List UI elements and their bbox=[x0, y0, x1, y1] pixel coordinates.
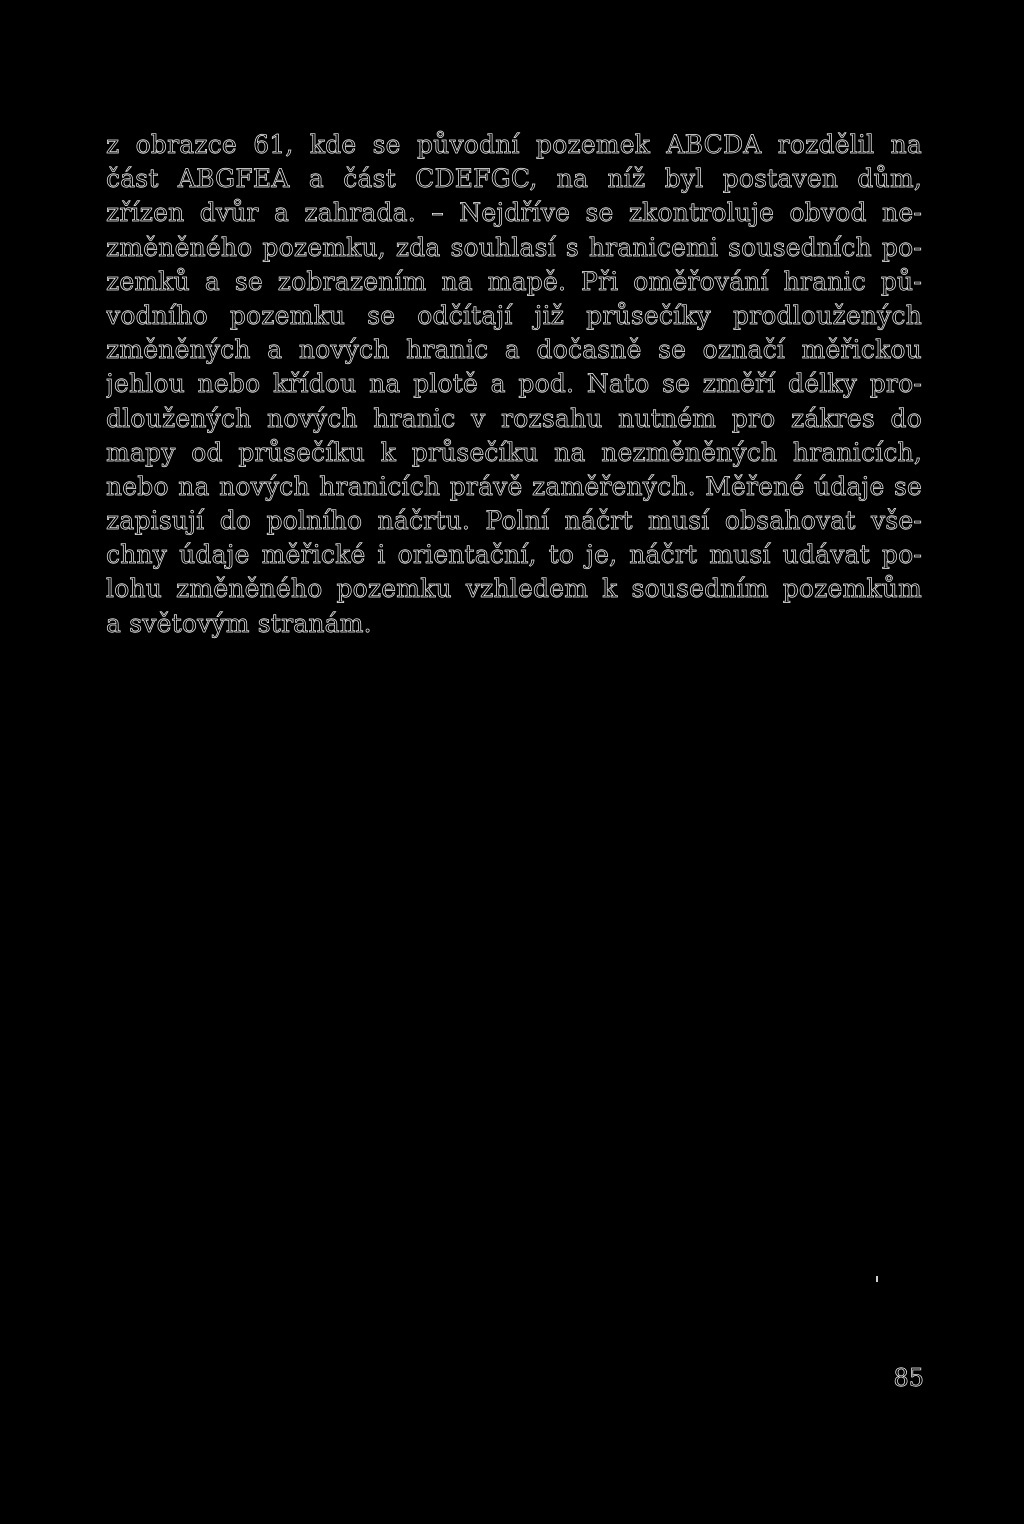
text-line: z obrazce 61, kde se původní pozemek ABCDA rozdělil na bbox=[106, 130, 922, 159]
text-line: lohu změněného pozemku vzhledem k sousedním pozemkům bbox=[106, 574, 922, 604]
text-line: dloužených nových hranic v rozsahu nutném pro zákres do bbox=[106, 403, 922, 433]
text-line: zemků a se zobrazením na mapě. Při oměřování hranic pů- bbox=[106, 266, 922, 296]
scan-speck bbox=[876, 1276, 878, 1282]
page-number: 85 bbox=[893, 1364, 924, 1392]
text-line: zapisují do polního náčrtu. Polní náčrt musí obsahovat vše- bbox=[106, 506, 922, 536]
text-line: část ABGFEA a část CDEFGC, na níž byl postaven dům, bbox=[106, 164, 922, 194]
text-line: jehlou nebo křídou na plotě a pod. Nato se změří délky pro- bbox=[106, 369, 922, 399]
text-line: změněného pozemku, zda souhlasí s hranicemi sousedních po- bbox=[106, 232, 922, 262]
text-line: a světovým stranám. bbox=[106, 608, 372, 638]
text-line: chny údaje měřické i orientační, to je, náčrt musí udávat po- bbox=[106, 540, 922, 570]
body-paragraph bbox=[106, 128, 922, 641]
text-line: vodního pozemku se odčítají již průsečíky prodloužených bbox=[106, 300, 922, 330]
text-line: nebo na nových hranicích právě zaměřených. Měřené údaje se bbox=[106, 471, 922, 501]
text-line: zřízen dvůr a zahrada. – Nejdříve se zkontroluje obvod ne- bbox=[106, 198, 922, 228]
text-line: změněných a nových hranic a dočasně se označí měřickou bbox=[106, 335, 922, 365]
text-line: mapy od průsečíku k průsečíku na nezměněných hranicích, bbox=[106, 437, 922, 467]
